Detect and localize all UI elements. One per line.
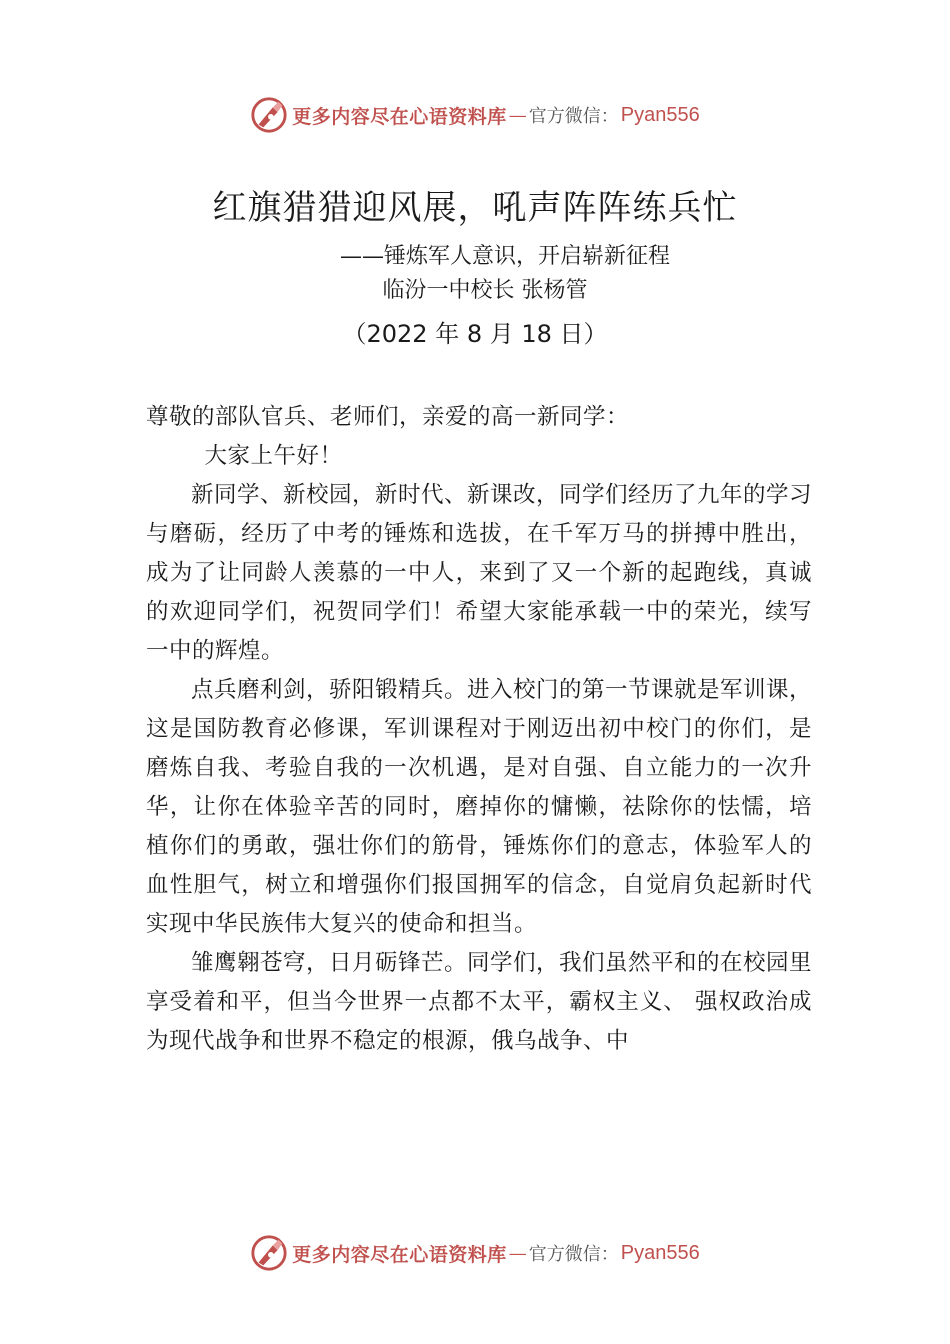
paragraph: 新同学、新校园，新时代、新课改，同学们经历了九年的学习与磨砺，经历了中考的锤炼和选拔，在千军万马的拼搏中胜出，成为了让同龄人羡慕的一中人，来到了又一个新的起跑线，真诚的欢迎同学们，祝贺同学们！希望大家能承载一中的荣光，续写一中的辉煌。 xyxy=(146,482,813,664)
document-subtitle: ——锤炼军人意识，开启崭新征程 xyxy=(339,244,670,269)
document-author: 临汾一中校长 张杨管 xyxy=(382,278,588,303)
paragraph: 点兵磨利剑，骄阳锻精兵。进入校门的第一节课就是军训课，这是国防教育必修课，军训课程对于刚迈出初中校门的你们，是磨炼自我、考验自我的一次机遇，是对自强、自立能力的一次升华，让你在体验辛苦的同时，磨掉你的慵懒，祛除你的怯懦，培植你们的勇敢，强壮你们的筋骨，锤炼你们的意志，体验军人的血性胆气，树立和增强你们报国拥军的信念，自觉肩负起新时代实现中华民族伟大复兴的使命和担当。 xyxy=(146,677,813,937)
watermark-separator: — xyxy=(508,104,527,126)
document-title: 红旗猎猎迎风展，吼声阵阵练兵忙 xyxy=(212,188,738,228)
watermark-footer xyxy=(0,1231,950,1275)
pen-logo-icon xyxy=(250,1234,288,1272)
pen-logo-icon xyxy=(250,96,288,134)
watermark-header xyxy=(0,93,950,137)
salutation: 尊敬的部队官兵、老师们，亲爱的高一新同学： xyxy=(146,404,630,430)
greeting: 大家上午好！ xyxy=(204,443,343,469)
document-body xyxy=(146,398,812,1061)
watermark-brand: 更多内容尽在心语资料库 xyxy=(292,1243,507,1266)
document-date: （2022 年 8 月 18 日） xyxy=(342,320,608,348)
paragraph: 雏鹰翱苍穹，日月砺锋芒。同学们，我们虽然平和的在校园里享受着和平，但当今世界一点都不太平，霸权主义、 强权政治成为现代战争和世界不稳定的根源，俄乌战争、中 xyxy=(146,950,813,1054)
watermark-wechat-id: Pyan556 xyxy=(620,103,700,126)
watermark-wechat-label: 官方微信： xyxy=(528,1244,619,1265)
document-subtitle-block xyxy=(0,240,950,308)
watermark-brand: 更多内容尽在心语资料库 xyxy=(292,105,507,128)
watermark-wechat-label: 官方微信： xyxy=(528,106,619,127)
watermark-wechat-id: Pyan556 xyxy=(620,1241,700,1264)
watermark-separator: — xyxy=(508,1242,527,1264)
